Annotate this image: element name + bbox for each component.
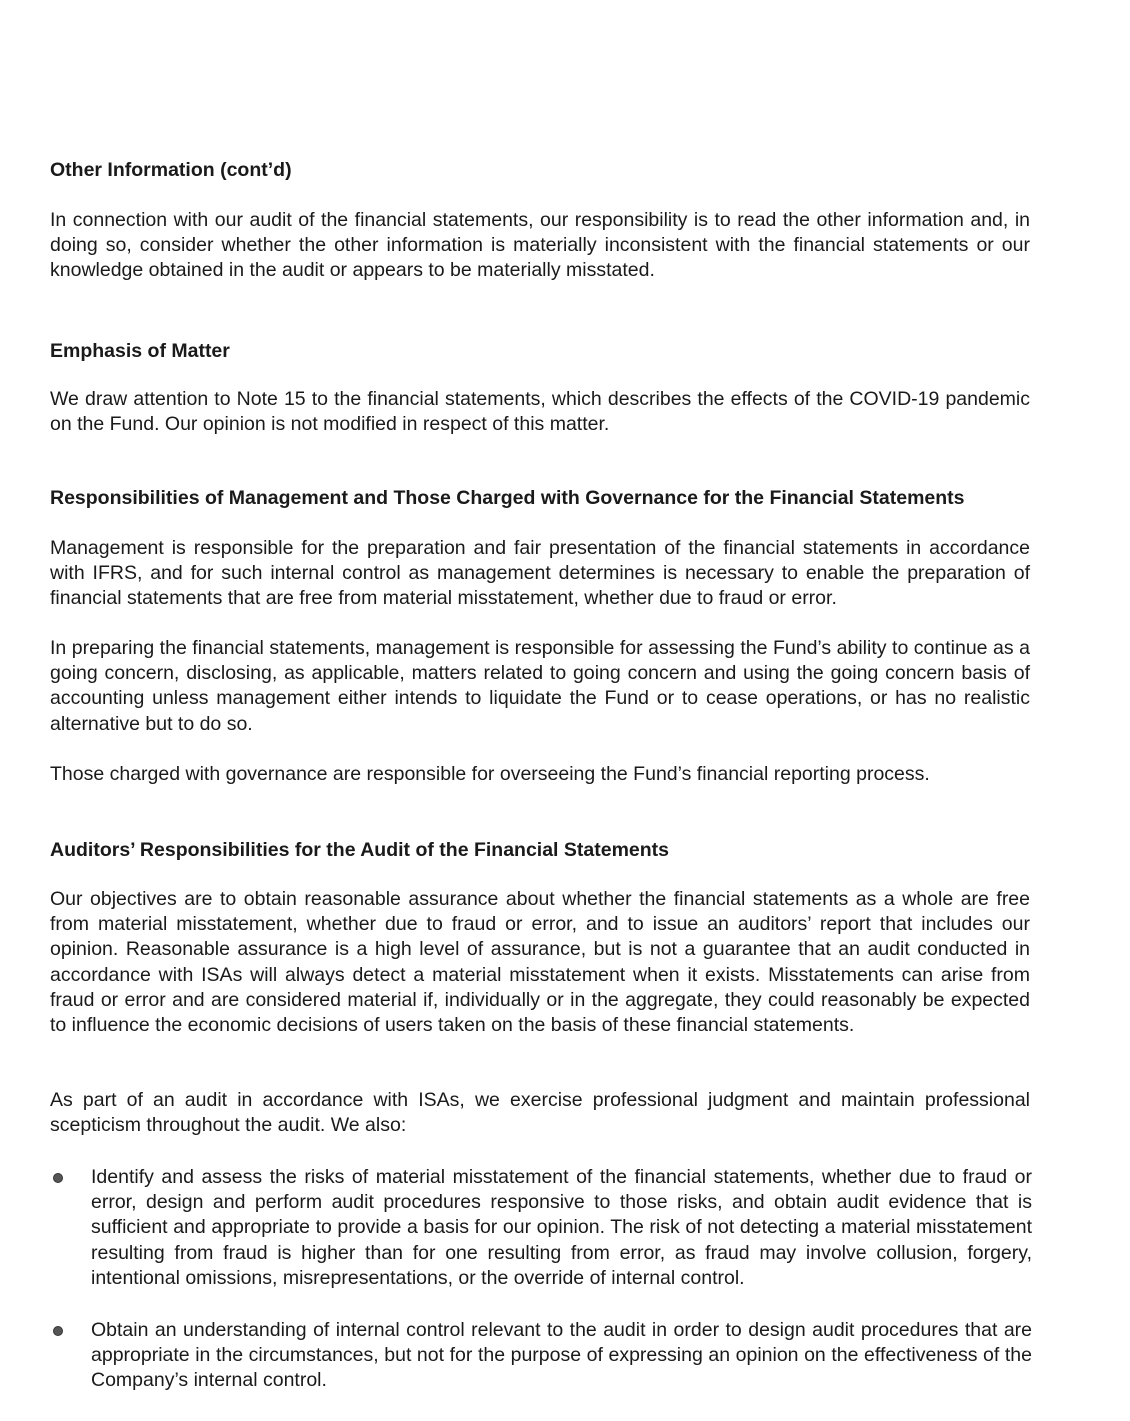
heading-other-information: Other Information (cont’d) <box>50 159 292 181</box>
heading-auditors-responsibilities: Auditors’ Responsibilities for the Audit of the Financial Statements <box>50 839 670 861</box>
paragraph-management-1: Management is responsible for the preparation and fair presentation of the financial statements in accordance with IFRS, and for such internal control as management determines is necessary to enable the preparation of financial statements that are free from material misstatement, whether due to fraud or error. <box>50 537 1030 610</box>
bullet-text: Obtain an understanding of internal control relevant to the audit in order to design audit procedures that are appropriate in the circumstances, but not for the purpose of expressing an opinion on the effectiveness of the Company’s internal control. <box>91 1319 1032 1392</box>
paragraph-auditors-2: As part of an audit in accordance with ISAs, we exercise professional judgment and maintain professional scepticism throughout the audit. We also: <box>50 1089 1030 1137</box>
paragraph-emphasis-of-matter: We draw attention to Note 15 to the financial statements, which describes the effects of the COVID-19 pandemic on the Fund. Our opinion is not modified in respect of this matter. <box>50 388 1030 436</box>
paragraph-other-information: In connection with our audit of the financial statements, our responsibility is to read the other information and, in doing so, consider whether the other information is materially inconsistent with the financial statements or our knowledge obtained in the audit or appears to be materially misstated. <box>50 209 1030 282</box>
bullet-text: Identify and assess the risks of material misstatement of the financial statements, whether due to fraud or error, design and perform audit procedures responsive to those risks, and obtain audit evidence that is sufficient and appropriate to provide a basis for our opinion. The risk of not detecting a material misstatement resulting from fraud is higher than for one resulting from error, as fraud may involve collusion, forgery, intentional omissions, misrepresentations, or the override of internal control. <box>91 1166 1032 1289</box>
bullet-dot-icon <box>53 1326 63 1336</box>
heading-management-responsibilities: Responsibilities of Management and Those Charged with Governance for the Financial Statements <box>50 487 965 509</box>
bullet-dot-icon <box>53 1173 63 1183</box>
paragraph-auditors-1: Our objectives are to obtain reasonable assurance about whether the financial statements as a whole are free from material misstatement, whether due to fraud or error, and to issue an auditors’ report that includes our opinion. Reasonable assurance is a high level of assurance, but is not a guarantee that an audit conducted in accordance with ISAs will always detect a material misstatement when it exists. Misstatements can arise from fraud or error and are considered material if, individually or in the aggregate, they could reasonably be expected to influence the economic decisions of users taken on the basis of these financial statements. <box>50 888 1030 1037</box>
heading-emphasis-of-matter: Emphasis of Matter <box>50 340 230 362</box>
paragraph-management-2: In preparing the financial statements, management is responsible for assessing the Fund’s ability to continue as a going concern, disclosing, as applicable, matters related to going concern and using the going concern basis of accounting unless management either intends to liquidate the Fund or to cease operations, or has no realistic alternative but to do so. <box>50 637 1030 735</box>
paragraph-management-3: Those charged with governance are responsible for overseeing the Fund’s financial reporting process. <box>50 763 930 785</box>
